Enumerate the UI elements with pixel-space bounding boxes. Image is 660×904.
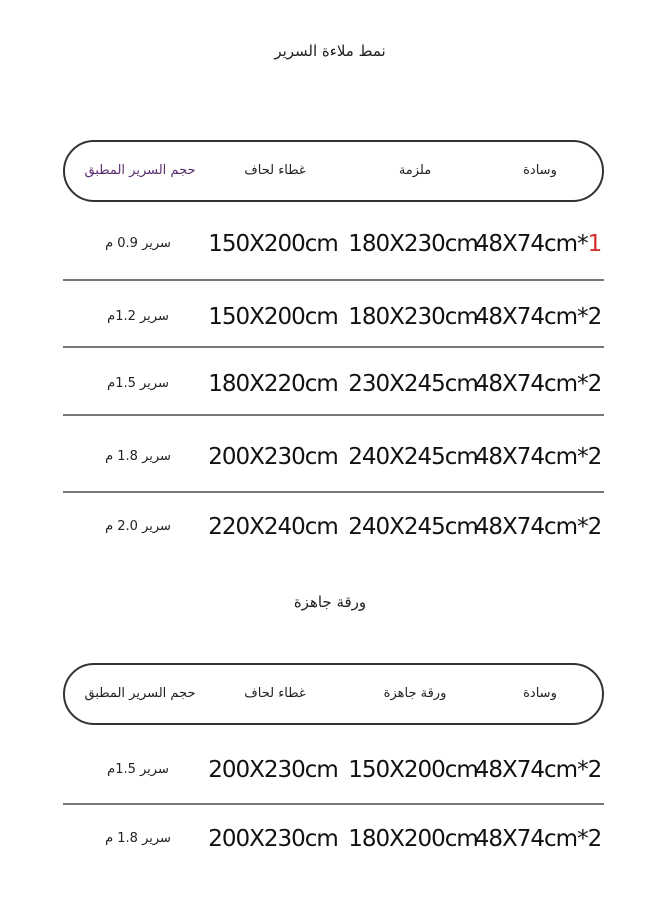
table-row — [63, 737, 604, 803]
table-row — [63, 806, 604, 872]
pillow-size — [473, 211, 603, 277]
pillow-dim: 48X74cm* — [474, 231, 588, 257]
table-row — [63, 424, 604, 490]
header-pillow: وسادة — [523, 686, 557, 701]
pillow-count: 2 — [587, 514, 602, 540]
row-divider — [63, 414, 604, 416]
duvet-size: 150X200cm — [208, 304, 338, 330]
pillow-size: 48X74cm*2 — [474, 826, 602, 852]
pillow-dim: 48X74cm* — [474, 304, 588, 330]
pillow-size — [473, 284, 603, 350]
row-divider — [63, 279, 604, 281]
pillow-dim: 48X74cm* — [474, 371, 588, 397]
table-row — [63, 494, 604, 560]
header-fitted: ورقة جاهزة — [383, 686, 447, 701]
header-duvet: غطاء لحاف — [244, 686, 306, 701]
duvet-size: 200X230cm — [208, 826, 338, 852]
table-row — [63, 211, 604, 277]
header-size: حجم السرير المطبق — [84, 163, 196, 178]
bed-size: سرير 1.5م — [107, 762, 169, 777]
bed-size: سرير 1.8 م — [105, 831, 171, 846]
fitted-size: 230X245cm — [348, 371, 478, 397]
duvet-size: 150X200cm — [208, 231, 338, 257]
section1-title: نمط ملاءة السرير — [274, 42, 386, 60]
section2-header — [63, 663, 604, 725]
fitted-size: 180X230cm — [348, 231, 478, 257]
pillow-size — [473, 351, 603, 417]
section1-header — [63, 140, 604, 202]
duvet-size: 220X240cm — [208, 514, 338, 540]
table-row — [63, 351, 604, 417]
fitted-size: 180X200cm — [348, 826, 478, 852]
bed-size: سرير 1.5م — [107, 376, 169, 391]
bed-size: سرير 1.2م — [107, 309, 169, 324]
bed-size: سرير 0.9 م — [105, 236, 171, 251]
header-size: حجم السرير المطبق — [84, 686, 196, 701]
pillow-count: 1 — [587, 231, 602, 257]
fitted-size: 150X200cm — [348, 757, 478, 783]
section2-title: ورقة جاهزة — [293, 593, 367, 611]
table-row — [63, 284, 604, 350]
row-divider — [63, 803, 604, 805]
pillow-count: 2 — [587, 444, 602, 470]
header-pillow: وسادة — [523, 163, 557, 178]
pillow-dim: 48X74cm* — [474, 514, 588, 540]
pillow-count: 2 — [587, 371, 602, 397]
duvet-size: 200X230cm — [208, 444, 338, 470]
pillow-dim: 48X74cm* — [474, 444, 588, 470]
header-duvet: غطاء لحاف — [244, 163, 306, 178]
pillow-size — [473, 424, 603, 490]
bed-size: سرير 2.0 م — [105, 519, 171, 534]
fitted-size: 240X245cm — [348, 514, 478, 540]
fitted-size: 180X230cm — [348, 304, 478, 330]
bed-size: سرير 1.8 م — [105, 449, 171, 464]
header-fitted: ملزمة — [398, 163, 432, 178]
duvet-size: 200X230cm — [208, 757, 338, 783]
pillow-count: 2 — [587, 304, 602, 330]
row-divider — [63, 491, 604, 493]
row-divider — [63, 346, 604, 348]
duvet-size: 180X220cm — [208, 371, 338, 397]
fitted-size: 240X245cm — [348, 444, 478, 470]
pillow-size: 48X74cm*2 — [474, 757, 602, 783]
pillow-size — [473, 494, 603, 560]
